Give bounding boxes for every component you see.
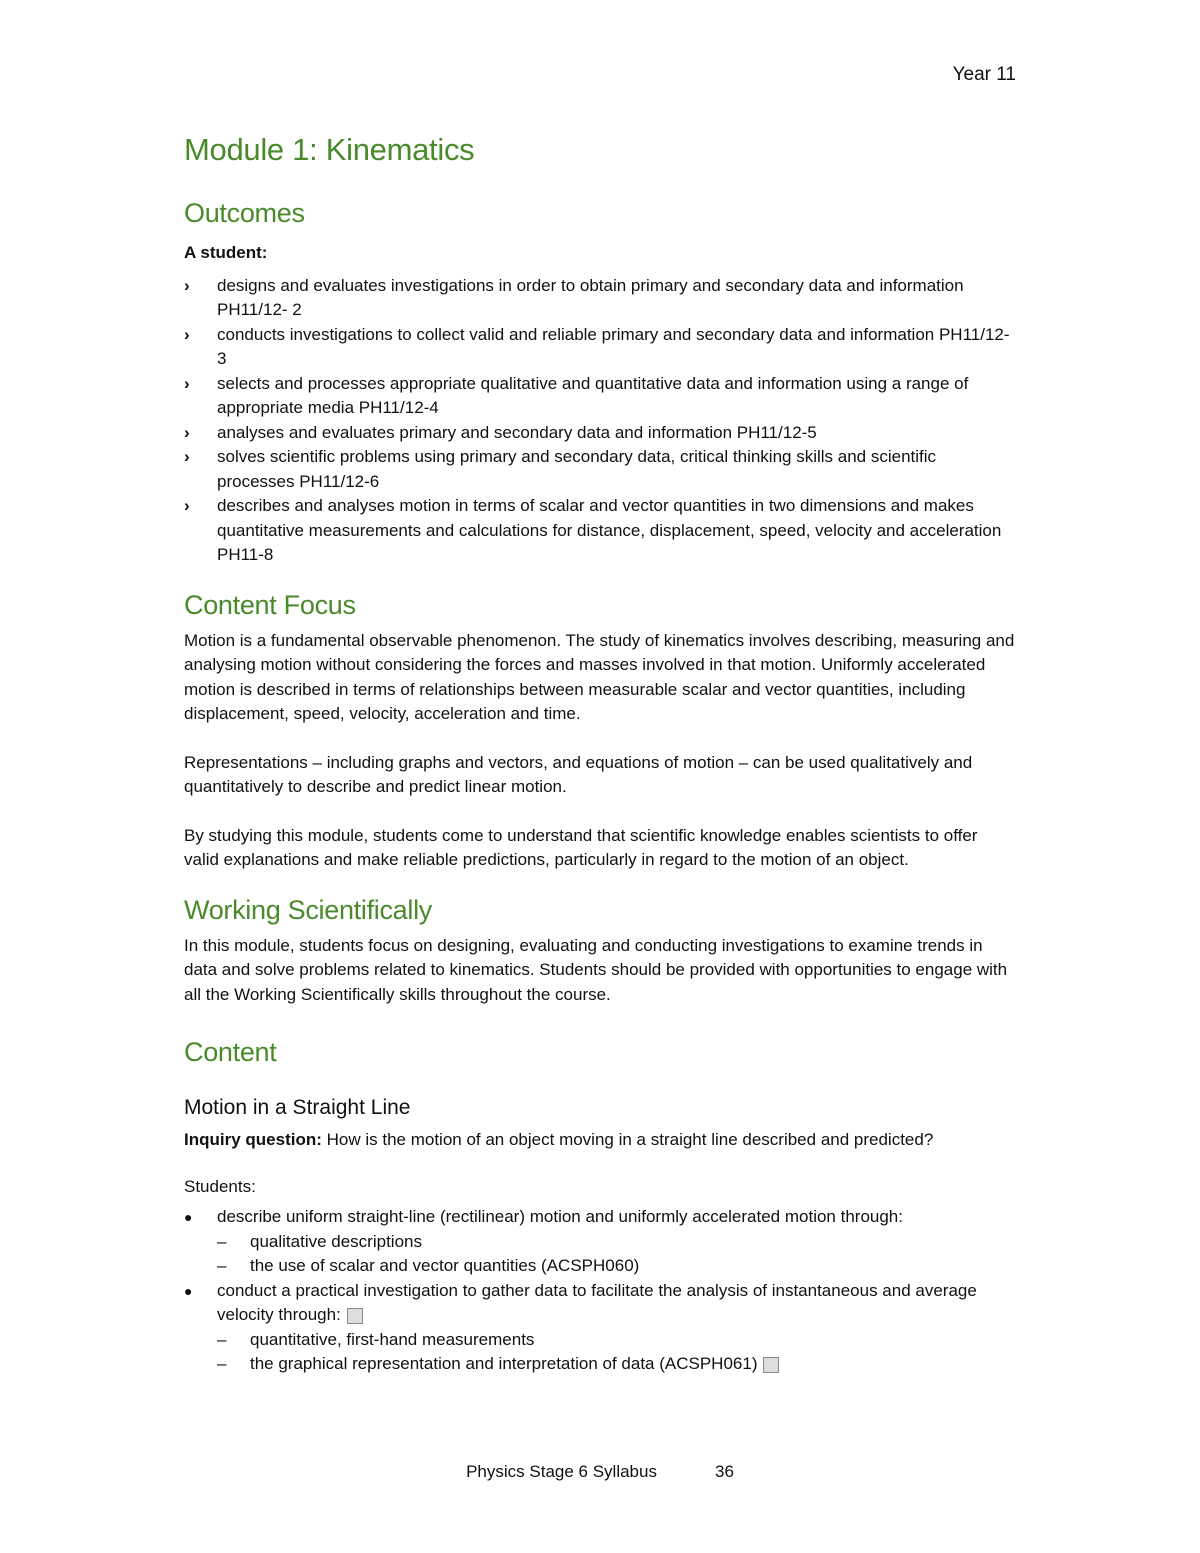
content-subheading: Motion in a Straight Line [184, 1096, 411, 1119]
page-footer [0, 1462, 1200, 1482]
sub-point: – the graphical representation and interpretation of data (ACSPH061) [217, 1352, 1016, 1377]
content-focus-paragraph: By studying this module, students come to understand that scientific knowledge enables scientists to offer valid explanations and make reliable predictions, particularly in regard to the motion of an object. [184, 825, 978, 869]
content-focus-heading: Content Focus [184, 589, 356, 620]
bullet-dot-icon: ● [184, 1209, 193, 1225]
dash-icon: – [217, 1329, 227, 1349]
dash-icon: – [217, 1256, 227, 1275]
content-points [184, 1205, 1016, 1377]
sub-points [217, 1230, 1016, 1279]
sub-point: – qualitative descriptions [217, 1230, 1016, 1255]
chevron-bullet-icon: › [184, 324, 190, 344]
students-label: Students: [184, 1176, 256, 1196]
bullet-dot-icon: ● [184, 1282, 193, 1299]
dash-icon: – [217, 1231, 227, 1251]
chevron-bullet-icon: › [184, 373, 190, 393]
page-content [184, 128, 1016, 1377]
outcome-item: › analyses and evaluates primary and secondary data and information PH11/12-5 [184, 421, 1016, 446]
outcome-item: › designs and evaluates investigations in order to obtain primary and secondary data and information PH11/12- 2 [184, 275, 964, 319]
outcome-item: › describes and analyses motion in terms of scalar and vector quantities in two dimensions and makes quantitative measurements and calculations for distance, displacement, speed, velocity and acceleration PH11-8 [184, 496, 1002, 564]
inquiry-label: Inquiry question: [184, 1130, 322, 1149]
sub-points [217, 1328, 1016, 1377]
dash-icon: – [217, 1354, 227, 1373]
outcomes-lead: A student: [184, 243, 268, 262]
outcome-item: › selects and processes appropriate qualitative and quantitative data and information using a range of appropriate media PH11/12-4 [184, 373, 969, 417]
working-scientifically-section [184, 895, 1016, 1008]
sub-point: – quantitative, first-hand measurements [217, 1328, 1016, 1353]
module-title: Module 1: Kinematics [184, 132, 475, 167]
chevron-bullet-icon: › [184, 447, 190, 466]
year-label: Year 11 [952, 64, 1016, 85]
chevron-bullet-icon: › [184, 275, 190, 295]
content-focus-section [184, 590, 1016, 873]
content-focus-paragraph: Representations – including graphs and vectors, and equations of motion – can be used qualitatively and quantitatively to describe and predict linear motion. [184, 752, 973, 796]
chevron-bullet-icon: › [184, 496, 190, 515]
working-scientifically-paragraph: In this module, students focus on designing, evaluating and conducting investigations to examine trends in data and solve problems related to kinematics. Students should be provided with opportunities to engage with all the Working Scientifically skills throughout the course. [184, 935, 1008, 1004]
inquiry-question [184, 1128, 1016, 1153]
footer-page-number: 36 [714, 1462, 734, 1481]
content-focus-paragraph: Motion is a fundamental observable phenomenon. The study of kinematics involves describing, measuring and analysing motion without considering the forces and masses involved in that motion. Uniformly accelerated motion is described in terms of relationships between measurable scalar and vector quantities, including displacement, speed, velocity, acceleration and time. [184, 630, 1015, 723]
outcomes-list [184, 274, 1016, 568]
outcomes-heading: Outcomes [184, 198, 305, 228]
numeracy-icon[interactable] [763, 1357, 779, 1373]
practical-investigation-icon[interactable] [347, 1308, 363, 1324]
outcome-item: › solves scientific problems using primary and secondary data, critical thinking skills and scientific processes PH11/12-6 [184, 447, 937, 491]
content-heading: Content [184, 1037, 277, 1067]
sub-point: – the use of scalar and vector quantities (ACSPH060) [217, 1254, 1016, 1279]
content-point: ● describe uniform straight-line (rectilinear) motion and uniformly accelerated motion through: – qualitative descriptions – the use of scalar and vector quantities (ACSPH060) [184, 1205, 1016, 1279]
footer-title: Physics Stage 6 Syllabus [466, 1462, 657, 1481]
outcome-item: › conducts investigations to collect valid and reliable primary and secondary data and information PH11/12-3 [184, 324, 1010, 368]
inquiry-text: How is the motion of an object moving in a straight line described and predicted? [321, 1130, 934, 1149]
working-scientifically-heading: Working Scientifically [184, 894, 432, 925]
chevron-bullet-icon: › [184, 422, 190, 442]
content-point: ● conduct a practical investigation to gather data to facilitate the analysis of instantaneous and average velocity through: – quantitative, first-hand measurements – the graphical representation and interpretation of data (ACSPH061) [184, 1279, 1016, 1377]
